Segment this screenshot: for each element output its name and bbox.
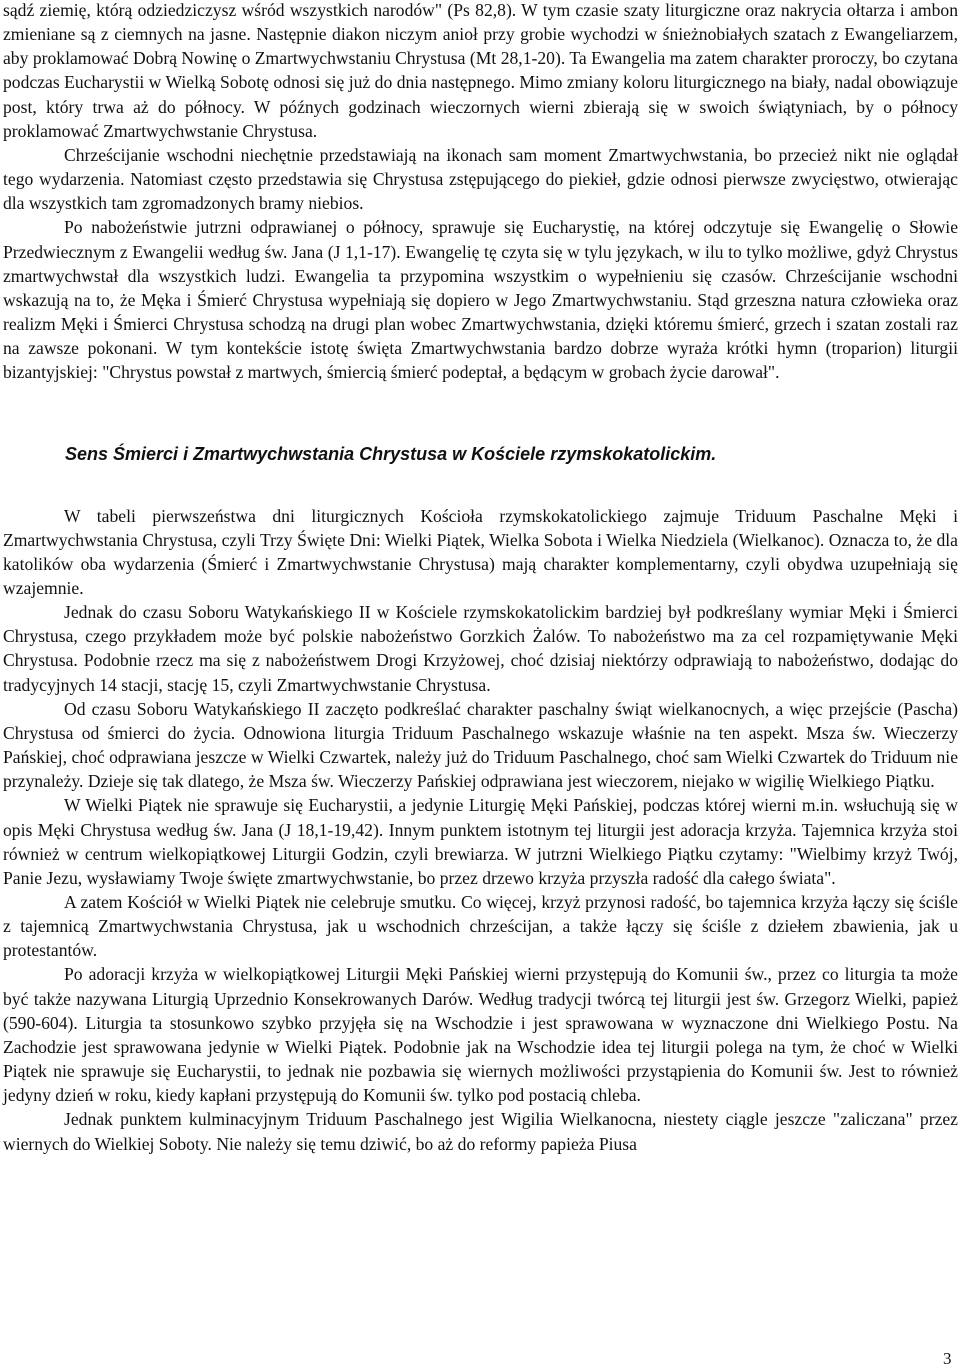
paragraph-vatican-council: Jednak do czasu Soboru Watykańskiego II w Kościele rzymskokatolickim bardziej był podkreślany wymiar Męki i Śmierci Chrystusa, czego przykładem może być polskie nabożeństwo Gorzkich Żalów. To nabożeństwo ma za cel rozpamiętywanie Męki Chrystusa. Podobnie rzecz ma się z nabożeństwem Drogi Krzyżowej, choć dzisiaj niektórzy odprawiają to nabożeństwo, dodając do tradycyjnych 14 stacji, stację 15, czyli Zmartwychwstanie Chrystusa.	[3, 602, 958, 695]
paragraph-eucharist: Po nabożeństwie jutrzni odprawianej o północy, sprawuje się Eucharystię, na której odczytuje się Ewangelię o Słowie Przedwiecznym z Ewangelii według św. Jana (J 1,1-17). Ewangelię tę czyta się w tylu językach, w ilu to tylko możliwe, gdyż Chrystus zmartwychwstał dla wszystkich ludzi. Ewangelia ta przypomina wszystkim o wypełnieniu się czasów. Chrześcijanie wschodni wskazują na to, że Męka i Śmierć Chrystusa wypełniają się dopiero w Jego Zmartwychwstaniu. Stąd grzeszna natura człowieka oraz realizm Męki i Śmierci Chrystusa schodzą na drugi plan wobec Zmartwychwstania, dzięki któremu śmierć, grzech i szatan zostali raz na zawsze pokonani. W tym kontekście istotę święta Zmartwychwstania bardzo dobrze wyraża krótki hymn (troparion) liturgii bizantyjskiej: "Chrystus powstał z martwych, śmiercią śmierć podeptał, a będącym w grobach życie darował".	[3, 217, 958, 383]
paragraph-good-friday: W Wielki Piątek nie sprawuje się Eucharystii, a jedynie Liturgię Męki Pańskiej, podczas której wierni m.in. wsłuchują się w opis Męki Chrystusa według św. Jana (J 18,1-19,42). Innym punktem istotnym tej liturgii jest adoracja krzyża. Tajemnica krzyża stoi również w centrum wielkopiątkowej Liturgii Godzin, czyli brewiarza. W jutrzni Wielkiego Piątku czytamy: "Wielbimy krzyż Twój, Panie Jezu, wysławiamy Twoje święte zmartwychwstanie, bo przez drzewo krzyża przyszła radość dla całego świata".	[3, 795, 958, 888]
section-spacer	[3, 385, 958, 442]
paragraph-easter-vigil: Jednak punktem kulminacyjnym Triduum Paschalnego jest Wigilia Wielkanocna, niestety ciągle jeszcze "zaliczana" przez wiernych do Wielkiej Soboty. Nie należy się temu dziwić, bo aż do reformy papieża Piusa	[3, 1109, 958, 1154]
page-number: 3	[943, 1349, 952, 1368]
paragraph-continuation: sądź ziemię, którą odziedziczysz wśród wszystkich narodów" (Ps 82,8). W tym czasie szaty liturgiczne oraz nakrycia ołtarza i ambon zmieniane są z ciemnych na jasne. Następnie diakon niczym anioł przy grobie wychodzi w śnieżnobiałych szatach z Ewangeliarzem, aby proklamować Dobrą Nowinę o Zmartwychwstaniu Chrystusa (Mt 28,1-20). Ta Ewangelia ma zatem charakter proroczy, bo czytana podczas Eucharystii w Wielką Sobotę odnosi się już do dnia następnego. Mimo zmiany koloru liturgicznego na biały, nadal obowiązuje post, który trwa aż do północy. W późnych godzinach wieczornych wierni zbierają się w swoich świątyniach, by o północy proklamować Zmartwychwstanie Chrystusa.	[3, 0, 958, 141]
paragraph-no-sadness: A zatem Kościół w Wielki Piątek nie celebruje smutku. Co więcej, krzyż przynosi radość, bo tajemnica krzyża łączy się ściśle z tajemnicą Zmartwychwstania Chrystusa, jak u wschodnich chrześcijan, a także łączy się ściśle z dziełem zbawienia, jak u protestantów.	[3, 892, 958, 961]
paragraph-paschal-character: Od czasu Soboru Watykańskiego II zaczęto podkreślać charakter paschalny świąt wielkanocnych, a więc przejście (Pascha) Chrystusa od śmierci do życia. Odnowiona liturgia Triduum Paschalnego wskazuje właśnie na ten aspekt. Msza św. Wieczerzy Pańskiej, choć odprawiana jeszcze w Wielki Czwartek, należy już do Triduum Paschalnego, choć sam Wielki Czwartek do Triduum nie przynależy. Dzieje się tak dlatego, że Msza św. Wieczerzy Pańskiej odprawiana jest wieczorem, niejako w wigilię Wielkiego Piątku.	[3, 698, 958, 792]
paragraph-triduum-table: W tabeli pierwszeństwa dni liturgicznych Kościoła rzymskokatolickiego zajmuje Triduum Paschalne Męki i Zmartwychwstania Chrystusa, czyli Trzy Święte Dni: Wielki Piątek, Wielka Sobota i Wielka Niedziela (Wielkanoc). Oznacza to, że dla katolików oba wydarzenia (Śmierć i Zmartwychwstanie Chrystusa) mają charakter komplementarny, czyli obydwa uzupełniają się wzajemnie.	[3, 505, 958, 598]
section-spacer	[3, 466, 958, 504]
paragraph-presanctified-gifts: Po adoracji krzyża w wielkopiątkowej Liturgii Męki Pańskiej wierni przystępują do Komunii św., przez co liturgia ta może być także nazywana Liturgią Uprzednio Konsekrowanych Darów. Według tradycji twórcą tej liturgii jest św. Grzegorz Wielki, papież (590-604). Liturgia ta stosunkowo szybko przyjęła się na Wschodzie i jest sprawowana w wyznaczone dni Wielkiego Postu. Na Zachodzie jest sprawowana jedynie w Wielki Piątek. Podobnie jak na Wschodzie idea tej liturgii polega na tym, że choć w Wielki Piątek nie sprawuje się Eucharystii, to jednak nie pozbawia się wiernych możliwości przystąpienia do Komunii św. Jest to również jedyny dzień w roku, kiedy kapłani przystępują do Komunii św. tylko pod postacią chleba.	[3, 964, 958, 1106]
document-page	[3, 0, 958, 1156]
paragraph-icons: Chrześcijanie wschodni niechętnie przedstawiają na ikonach sam moment Zmartwychwstania, bo przecież nikt nie oglądał tego wydarzenia. Natomiast często przedstawia się Chrystusa zstępującego do piekieł, gdzie odnosi pierwsze zwycięstwo, otwierając dla wszystkich tam zgromadzonych bramy niebios.	[3, 144, 958, 214]
section-heading: Sens Śmierci i Zmartwychwstania Chrystusa w Kościele rzymskokatolickim.	[65, 443, 717, 464]
